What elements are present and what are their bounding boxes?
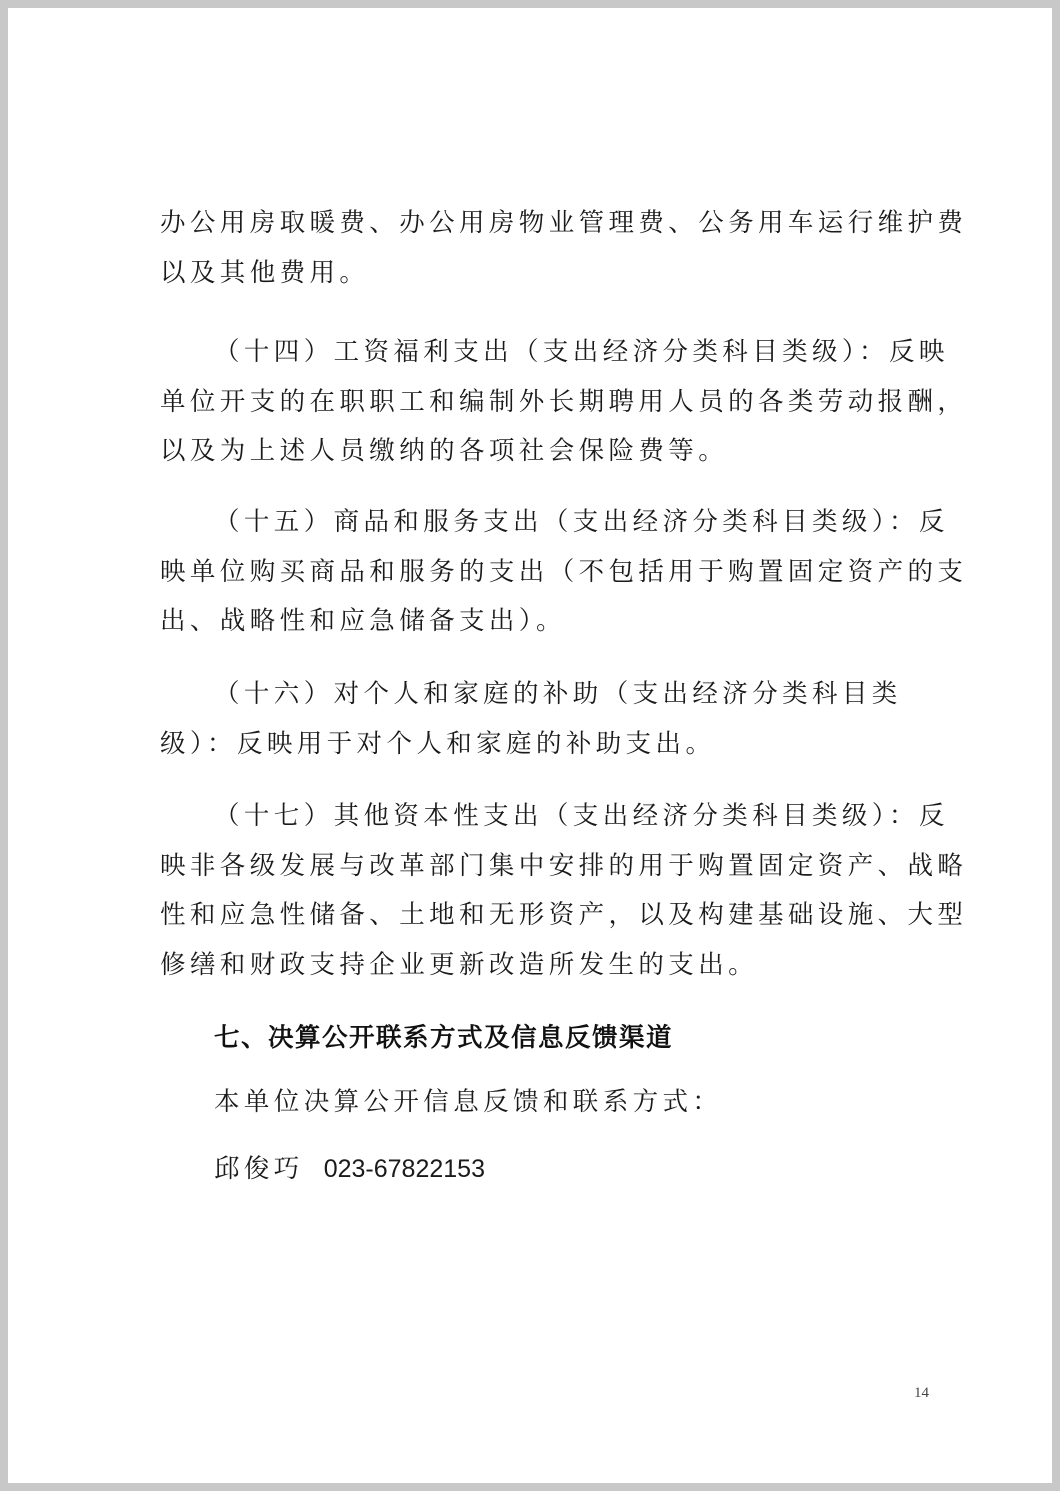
text-line: （十六）对个人和家庭的补助（支出经济分类科目类 xyxy=(214,679,902,709)
text-line: 以及为上述人员缴纳的各项社会保险费等。 xyxy=(160,436,729,466)
section-heading: 七、决算公开联系方式及信息反馈渠道 xyxy=(214,1023,674,1053)
contact-phone: 023-67822153 xyxy=(323,1155,485,1183)
paragraph-household-subsidy xyxy=(160,670,920,769)
text-line: 级）：反映用于对个人和家庭的补助支出。 xyxy=(160,728,716,759)
text-line: 修缮和财政支持企业更新改造所发生的支出。 xyxy=(160,949,759,980)
paragraph-continuation xyxy=(160,199,968,298)
text-line: （十七）其他资本性支出（支出经济分类科目类级）：反 xyxy=(214,801,949,831)
text-line: 映单位购买商品和服务的支出（不包括用于购置固定资产的支 xyxy=(160,556,968,587)
text-line: 单位开支的在职职工和编制外长期聘用人员的各类劳动报酬， xyxy=(160,386,968,417)
text-line: 以及其他费用。 xyxy=(160,257,370,288)
page-number: 14 xyxy=(914,1385,929,1401)
contact-line xyxy=(214,1149,485,1189)
text-line: 性和应急性储备、土地和无形资产，以及构建基础设施、大型 xyxy=(160,900,968,930)
paragraph-capital-expenditure xyxy=(160,792,968,990)
paragraph-wage-welfare xyxy=(160,328,968,477)
contact-name: 邱俊巧 xyxy=(214,1154,304,1184)
document-page xyxy=(8,8,1052,1483)
paragraph-goods-services xyxy=(160,498,968,647)
text-line: 映非各级发展与改革部门集中安排的用于购置固定资产、战略 xyxy=(160,850,968,881)
text-line: 办公用房取暖费、办公用房物业管理费、公务用车运行维护费 xyxy=(160,208,968,238)
contact-intro: 本单位决算公开信息反馈和联系方式： xyxy=(214,1087,723,1117)
text-line: 出、战略性和应急储备支出）。 xyxy=(160,606,566,636)
text-line: （十五）商品和服务支出（支出经济分类科目类级）：反 xyxy=(214,507,949,537)
text-line: （十四）工资福利支出（支出经济分类科目类级）：反映 xyxy=(214,337,949,367)
